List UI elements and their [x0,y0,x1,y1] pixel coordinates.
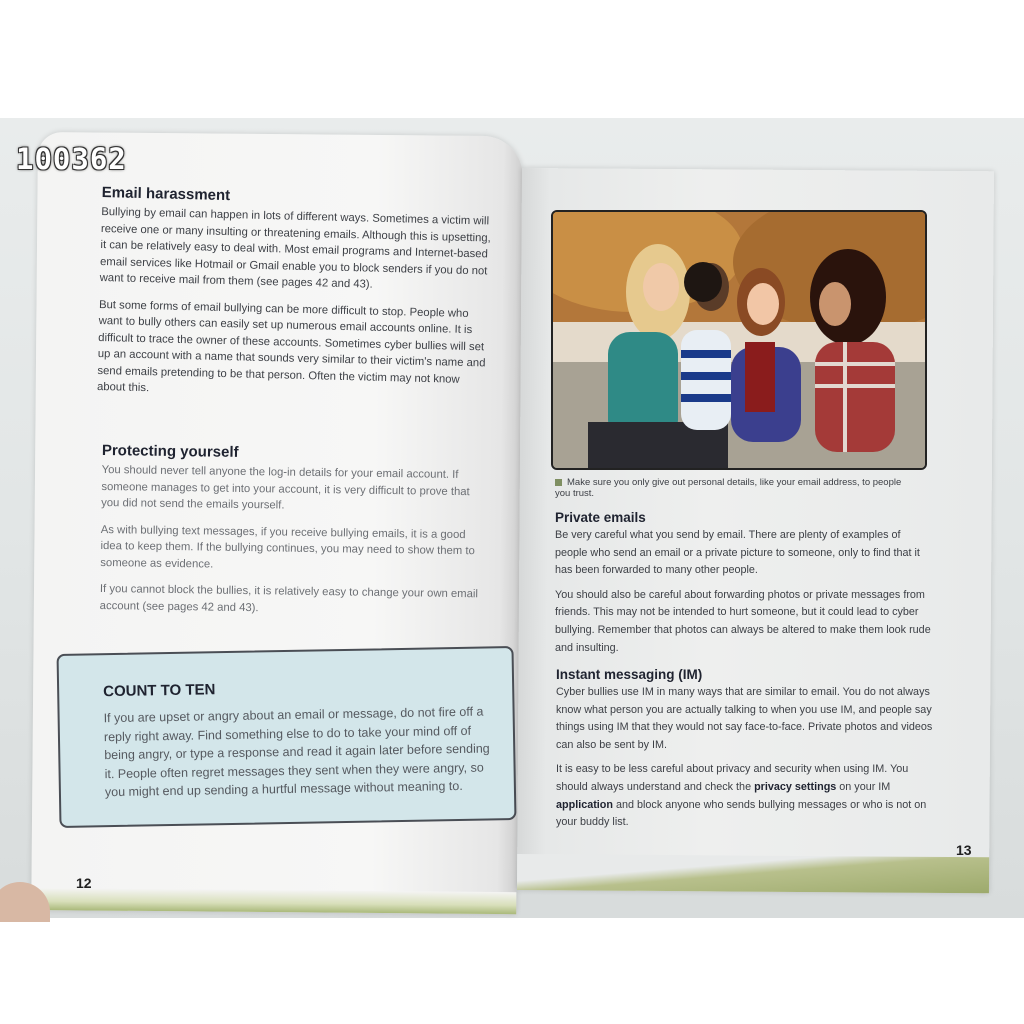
paragraph: As with bullying text messages, if you receive bullying emails, it is a good idea to keep them. If the bullying continues, you may need to show them to someone as evidence. [100,523,475,571]
section-protecting-yourself [100,442,482,619]
paragraph: Cyber bullies use IM in many ways that are similar to email. You do not always know what person you are actually talking to when you use IM, and people say things using IM that they would not say face-to-face. Private photos and videos can also be sent by IM. [556,686,933,751]
text: on your IM [836,780,891,793]
photo-caption [555,477,915,499]
page-number-left: 12 [76,875,92,891]
caption-bullet-icon [555,479,562,486]
paragraph: Bullying by email can happen in lots of different ways. Sometimes a victim will receive one or many insulting or threatening emails. Although this is upsetting, it can be relatively easy to deal with. Most email programs and Internet-based email services like Hotmail or Gmail enable you to block senders if you do not want to receive mail from them (see pages 42 and 43). [99,205,491,291]
text: It is easy to be less careful about privacy and security when using IM. You should always understand and check the [556,763,909,793]
section-private-emails [555,510,935,657]
keyword-privacy-settings: privacy settings [754,780,837,793]
section-email-harassment [97,184,492,405]
right-page-bottom-band [517,854,989,893]
watermark-number: 100362 [16,142,127,176]
photo-illustration [553,212,925,468]
paragraph: You should also be careful about forwarding photos or private messages from friends. This may not be intended to hurt someone, but it could lead to cyber bullying. Remember that photos can always be altered to make them look rude and insulting. [555,588,931,654]
paragraph [556,761,936,831]
left-page-bottom-band [31,888,516,914]
heading-private-emails: Private emails [555,510,646,525]
paragraph: Be very careful what you send by email. There are plenty of examples of people who send an email or a private picture to someone, only to find that it has been forwarded to many other people. [555,529,920,577]
page-number-right: 13 [956,842,972,858]
heading-protecting-yourself: Protecting yourself [101,442,239,461]
callout-text: If you are upset or angry about an email or message, do not fire off a reply right away. Find something else to do to take your mind off of being angry, or type a response and read it again later before sending it. People often regret messages they sent when they were angry, so you might end up sending a hurtful message without meaning to. [103,704,490,800]
callout-heading: COUNT TO TEN [103,681,216,701]
girls-photo [551,210,927,470]
text: and block anyone who sends bullying messages or who is not on your buddy list. [556,798,927,829]
paragraph: But some forms of email bullying can be more difficult to stop. People who want to bully others can easily set up numerous email accounts online. It is difficult to trace the owner of these accounts. Sometimes cyber bullies will set up an account with a name that sounds very similar to their victim's name and send emails pretending to be that person. Often the victim may not know about this. [96,298,486,395]
heading-instant-messaging: Instant messaging (IM) [556,667,703,682]
caption-text: Make sure you only give out personal details, like your email address, to people you trust. [555,477,902,499]
keyword-application: application [556,798,613,811]
paragraph: You should never tell anyone the log-in details for your email account. If someone manages to get into your account, it is very difficult to prove that you did not send the emails yourself. [101,463,470,512]
section-instant-messaging [556,667,936,832]
heading-email-harassment: Email harassment [101,184,231,205]
paragraph: If you cannot block the bullies, it is relatively easy to change your own email account (see pages 42 and 43). [99,582,479,614]
count-to-ten-callout [57,646,517,828]
